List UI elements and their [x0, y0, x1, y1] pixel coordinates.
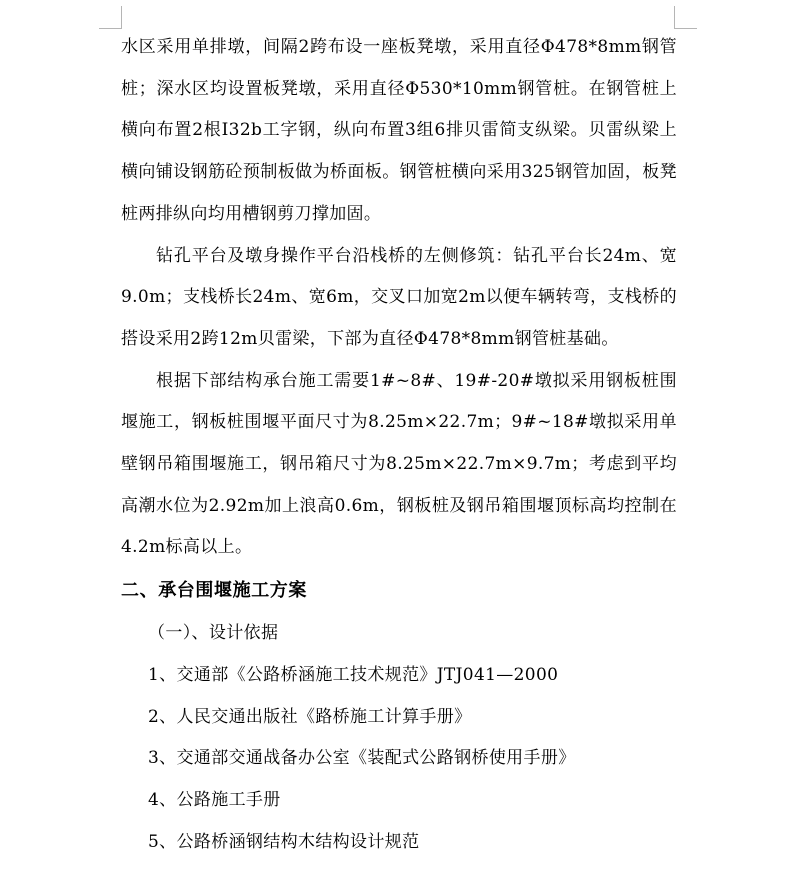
margin-corner-mark-top-left	[99, 6, 122, 29]
paragraph-cofferdam-plan: 根据下部结构承台施工需要1#~8#、19#-20#墩拟采用钢板桩围堰施工，钢板桩围堰平面尺寸为8.25m×22.7m；9#~18#墩拟采用单壁钢吊箱围堰施工，钢吊箱尺寸为8.25m×22.7m×9.7m；考虑到平均高潮水位为2.92m加上浪高0.6m，钢板桩及钢吊箱围堰顶标高均控制在4.2m标高以上。	[121, 370, 677, 558]
margin-corner-mark-top-right	[674, 6, 697, 29]
reference-item: 3、交通部交通战备办公室《装配式公路钢桥使用手册》	[148, 748, 576, 769]
reference-item: 5、公路桥涵钢结构木结构设计规范	[148, 831, 420, 852]
paragraph-trestle-piers: 水区采用单排墩，间隔2跨布设一座板凳墩，采用直径Φ478*8mm钢管桩；深水区均设置板凳墩，采用直径Φ530*10mm钢管桩。在钢管桩上横向布置2根I32b工字钢，纵向布置3组6排贝雷简支纵梁。贝雷纵梁上横向铺设钢筋砼预制板做为桥面板。钢管桩横向采用325钢管加固，板凳桩两排纵向均用槽钢剪刀撑加固。	[121, 37, 677, 224]
reference-item: 1、交通部《公路桥涵施工技术规范》JTJ041—2000	[148, 664, 559, 685]
document-body[interactable]	[121, 27, 677, 863]
paragraph-drilling-platform: 钻孔平台及墩身操作平台沿栈桥的左侧修筑：钻孔平台长24m、宽9.0m；支栈桥长24m、宽6m，交叉口加宽2m以便车辆转弯，支栈桥的搭设采用2跨12m贝雷梁，下部为直径Φ478*8mm钢管桩基础。	[121, 245, 677, 349]
reference-item: 2、人民交通出版社《路桥施工计算手册》	[148, 706, 472, 727]
section-heading: 二、承台围堰施工方案	[121, 580, 307, 602]
subsection-heading: （一）、设计依据	[148, 623, 279, 644]
reference-item: 4、公路施工手册	[148, 789, 281, 810]
